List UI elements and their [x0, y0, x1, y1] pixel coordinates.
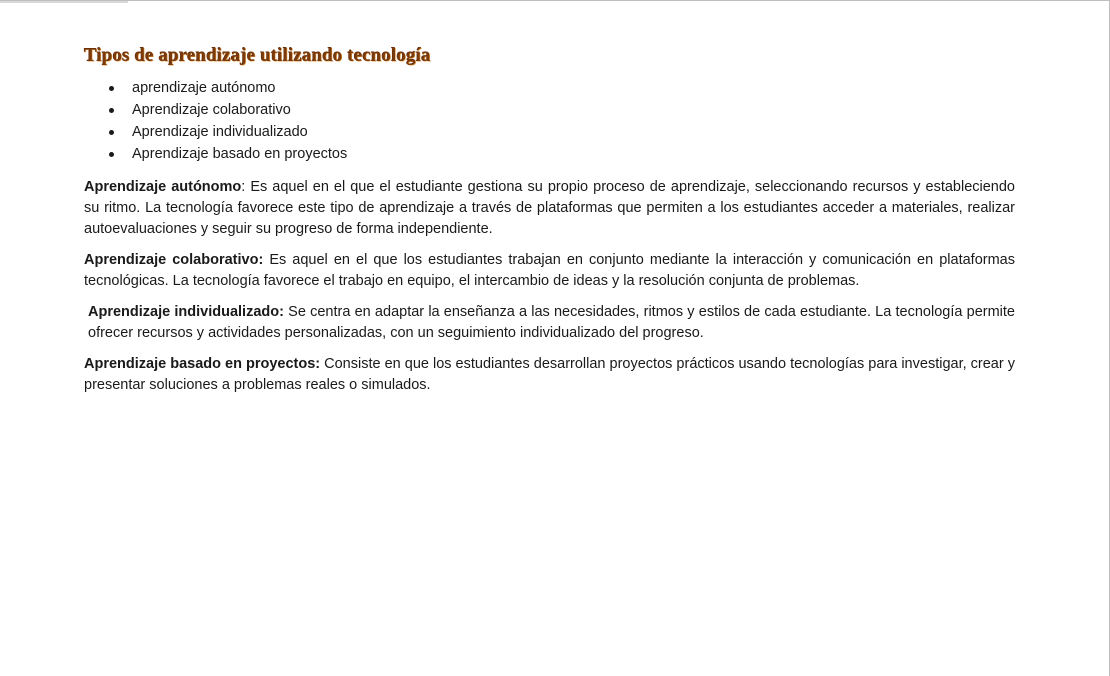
paragraph-text: Se centra en adaptar la enseñanza a las necesidades, ritmos y estilos de cada estudiante. La tecnología permite ofrecer recursos y actividades personalizadas, con un seguimiento individualizado del progreso.	[88, 304, 1015, 341]
list-item-text: Aprendizaje individualizado	[132, 124, 308, 140]
list-item	[84, 77, 1015, 99]
paragraph-term: Aprendizaje colaborativo:	[84, 252, 264, 268]
paragraph-proyectos	[84, 354, 1015, 396]
list-item	[84, 99, 1015, 121]
list-item-text: Aprendizaje basado en proyectos	[132, 146, 348, 162]
paragraph-text: Es aquel en el que los estudiantes trabajan en conjunto mediante la interacción y comunicación en plataformas tecnológicas. La tecnología favorece el trabajo en equipo, el intercambio de ideas y la resolución conjunta de problemas.	[84, 252, 1015, 289]
list-item	[84, 143, 1015, 165]
paragraph-autonomo	[84, 177, 1015, 240]
bullet-dot-icon	[109, 152, 114, 157]
list-item	[84, 121, 1015, 143]
paragraph-colaborativo	[84, 250, 1015, 292]
document-body[interactable]	[84, 45, 1015, 406]
paragraph-individualizado	[84, 302, 1015, 344]
paragraph-text: : Es aquel en el que el estudiante gestiona su propio proceso de aprendizaje, seleccionando recursos y estableciendo su ritmo. La tecnología favorece este tipo de aprendizaje a través de plataformas que permiten a los estudiantes acceder a materiales, realizar autoevaluaciones y seguir su progreso de forma independiente.	[84, 179, 1015, 237]
bullet-dot-icon	[109, 108, 114, 113]
bullet-dot-icon	[109, 86, 114, 91]
list-item-text: Aprendizaje colaborativo	[132, 102, 291, 118]
paragraph-term: Aprendizaje autónomo	[84, 179, 242, 195]
list-item-text: aprendizaje autónomo	[132, 80, 276, 96]
paragraph-term: Aprendizaje basado en proyectos:	[84, 356, 321, 372]
document-title: Tipos de aprendizaje utilizando tecnología	[84, 45, 431, 66]
paragraph-term: Aprendizaje individualizado:	[88, 304, 284, 320]
top-ruler-marker	[0, 1, 128, 3]
bullet-list	[84, 77, 1015, 165]
bullet-dot-icon	[109, 130, 114, 135]
paragraph-text: Consiste en que los estudiantes desarrollan proyectos prácticos usando tecnologías para investigar, crear y presentar soluciones a problemas reales o simulados.	[84, 356, 1015, 393]
